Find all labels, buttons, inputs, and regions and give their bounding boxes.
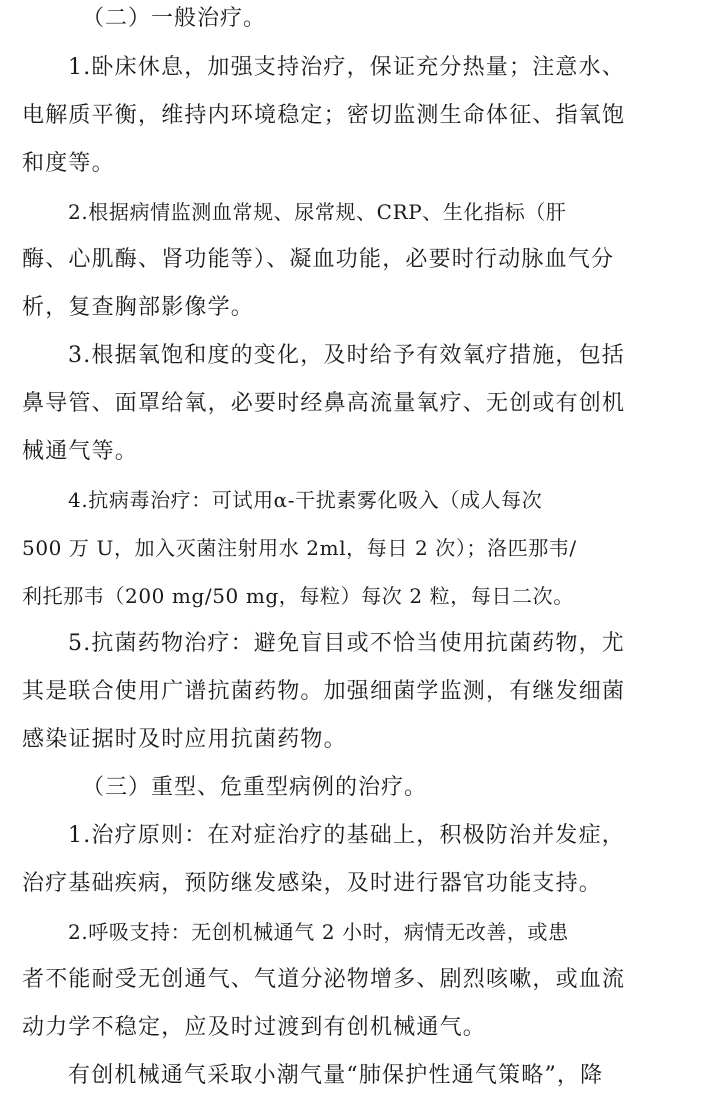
paragraph-line: 500 万 U，加入灭菌注射用水 2ml，每日 2 次）；洛匹那韦/ [22, 536, 577, 560]
section-heading-general-treatment: （二）一般治疗。 [82, 6, 267, 31]
paragraph-line: 和度等。 [22, 151, 115, 176]
paragraph-line: 械通气等。 [22, 439, 139, 464]
paragraph-line: 3.根据氧饱和度的变化，及时给予有效氧疗措施，包括 [68, 343, 625, 368]
paragraph-line: 酶、心肌酶、肾功能等）、凝血功能，必要时行动脉血气分 [22, 247, 615, 272]
paragraph-line: 析，复查胸部影像学。 [22, 295, 255, 320]
paragraph-line: 2.呼吸支持：无创机械通气 2 小时，病情无改善，或患 [68, 920, 569, 944]
paragraph-line: 动力学不稳定，应及时过渡到有创机械通气。 [22, 1015, 487, 1040]
paragraph-line: 感染证据时及时应用抗菌药物。 [22, 727, 347, 752]
section-heading-severe-treatment: （三）重型、危重型病例的治疗。 [82, 775, 428, 800]
paragraph-line: 2.根据病情监测血常规、尿常规、CRP、生化指标（肝 [68, 200, 567, 224]
paragraph-line: 其是联合使用广谱抗菌药物。加强细菌学监测，有继发细菌 [22, 679, 626, 704]
paragraph-line: 利托那韦（200 mg/50 mg，每粒）每次 2 粒，每日二次。 [22, 584, 574, 608]
paragraph-line: 者不能耐受无创通气、气道分泌物增多、剧烈咳嗽，或血流 [22, 967, 626, 992]
paragraph-line: 电解质平衡，维持内环境稳定；密切监测生命体征、指氧饱 [22, 103, 626, 128]
paragraph-line: 鼻导管、面罩给氧，必要时经鼻高流量氧疗、无创或有创机 [22, 391, 626, 416]
paragraph-line: 5.抗菌药物治疗：避免盲目或不恰当使用抗菌药物，尤 [68, 631, 625, 656]
paragraph-line: 治疗基础疾病，预防继发感染，及时进行器官功能支持。 [22, 871, 603, 896]
paragraph-line: 4.抗病毒治疗：可试用α-干扰素雾化吸入（成人每次 [68, 488, 543, 512]
paragraph-line: 1.治疗原则：在对症治疗的基础上，积极防治并发症， [68, 823, 625, 848]
paragraph-line: 1.卧床休息，加强支持治疗，保证充分热量；注意水、 [68, 55, 625, 80]
paragraph-line: 有创机械通气采取小潮气量“肺保护性通气策略”，降 [68, 1063, 604, 1088]
